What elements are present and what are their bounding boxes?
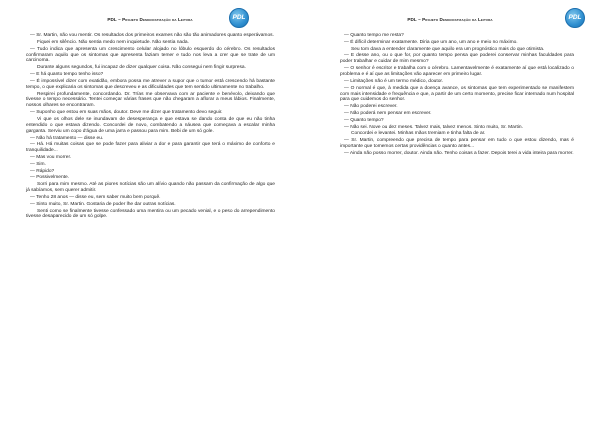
paragraph: — Sinto muito, Sr. Martin. Gostaria de poder lhe dar outras notícias.	[30, 201, 176, 207]
paragraph: — E desse ano, ou o que for, por quanto tempo pensa que poderei conservar minhas faculdades para poder trabalhar e cuidar de mim mesmo?	[340, 53, 574, 65]
paragraph: Senti como se finalmente tivesse confessado uma mentira ou um pecado venial, e o peso do arrependimento tivesse desaparecido de um só golpe.	[26, 208, 275, 220]
page-header	[300, 17, 600, 22]
paragraph: — O senhor é escritor e trabalha com o cérebro. Lamentavelmente é exatamente aí que está localizado o problema e é aí que as limitações vão aparecer em primeiro lugar.	[340, 66, 574, 77]
paragraph: — É impossível dizer com exatidão, embora possa me atrever a supor que o tumor está crescendo há bastante tempo, o que explicaria os sintomas que descreveu e as dificuldades que tem sentido ultimamente no trabalho.	[26, 78, 275, 90]
paragraph: — E há quanto tempo tenho isso?	[30, 72, 104, 77]
header-prefix: PDL	[407, 17, 417, 22]
pdl-logo-icon	[565, 8, 585, 28]
paragraph: — Possivelmente.	[30, 175, 70, 181]
paragraph: — Não poderei escrever.	[344, 104, 398, 110]
header-prefix: PDL	[107, 17, 117, 22]
paragraph: — Limitações não é um termo médico, doutor.	[344, 78, 444, 84]
paragraph: — Há. Há muitas coisas que se pode fazer para aliviar a dor e para garantir que terá o máximo de conforto e tranquilidade...	[26, 142, 275, 154]
paragraph: Durante alguns segundos, fui incapaz de dizer qualquer coisa. Não consegui nem fingir surpresa.	[37, 65, 246, 71]
paragraph: Respirei profundamente, concordando. Dr. Trías me observava com ar paciente e benévolo, deixando que tivesse o tempo necessário. Tentei começar várias frases que não chegaram a aflorar a meus lábios. Finalmente, nossos olhares se encontraram.	[26, 91, 275, 109]
paragraph: — Quanto tempo me resta?	[344, 33, 404, 38]
paragraph: — Tenho 28 anos — disse eu, sem saber muito bem porquê.	[30, 194, 161, 200]
right-page	[300, 0, 600, 424]
paragraph: Sorri para mim mesmo. Até as piores notícias são um alívio quando não passam da confirmação de algo que já sabíamos, sem querer admitir.	[26, 182, 275, 194]
page-header	[0, 17, 300, 22]
paragraph: Concordei e levantei. Minhas mãos tremiam e tinha falta de ar.	[351, 131, 486, 137]
paragraph: Vi que os olhos dele se inundavam de desesperança e que estava se dando conta de que eu não tinha entendido o que estava dizendo. Concordei de novo, combatendo a náusea que começava a escalar minha garganta. Serviu um copo d'água de uma jarra e passou para mim. Bebi de um só gole.	[26, 116, 275, 134]
paragraph: — Sim.	[30, 161, 46, 167]
paragraph: Fiquei em silêncio. Não sentia medo nem inquietude. Não sentia nada.	[37, 39, 189, 45]
paragraph: — Quanto tempo?	[344, 117, 384, 123]
paragraph: — Sr. Martin, não vou mentir. Os resultados dos primeiros exames não são tão animadores quanto esperávamos.	[30, 33, 274, 38]
paragraph: — Tudo indica que apresenta um crescimento celular alojado no lóbulo esquerdo do cérebro. Os resultados confirmaram aquilo que os sintomas que apresenta faziam temer e tudo nos leva a crer que se trate de um carcinoma.	[26, 46, 275, 64]
paragraph: — Não poderá nem pensar em escrever.	[344, 111, 432, 116]
left-page-text	[26, 33, 275, 221]
paragraph: — Ainda não posso morrer, doutor. Ainda não. Tenho coisas a fazer. Depois terei a vida inteira para morrer.	[344, 150, 574, 156]
header-title: – Projeto Democratização da Leitura	[418, 17, 493, 22]
logo-text: PDL	[568, 14, 582, 21]
right-page-text	[340, 33, 574, 158]
paragraph: — É difícil determinar exatamente. Diria que um ano, um ano e meio no máximo.	[344, 39, 518, 45]
paragraph: — Não sei. Nove ou dez meses. Talvez mais, talvez menos. Sinto muito, Sr. Martin.	[344, 124, 523, 130]
pdl-logo-icon	[229, 8, 249, 28]
paragraph: — Suponho que estou em suas mãos, doutor. Deve me dizer que tratamento devo seguir.	[30, 110, 223, 116]
paragraph: — Mas vou morrer.	[30, 155, 72, 161]
paragraph: Seu tom dava a entender claramente que aquilo era um prognóstico mais do que otimista.	[351, 46, 545, 52]
paragraph: — Não há tratamento — disse eu.	[30, 135, 104, 141]
paragraph: — Sr. Martin, compreendo que precisa de tempo para pensar em tudo o que estou dizendo, mas é importante que tomemos certas providências o quanto antes...	[340, 138, 574, 150]
paragraph: — O normal é que, à medida que a doença avance, os sintomas que tem experimentado se manifestem com mais intensidade e frequência e que, a partir de um certo momento, precise ficar internado num hospital para que cuidemos do senhor.	[340, 85, 574, 103]
paragraph: — Rápido?	[30, 168, 55, 174]
logo-text: PDL	[232, 14, 246, 21]
header-title: – Projeto Democratização da Leitura	[118, 17, 193, 22]
